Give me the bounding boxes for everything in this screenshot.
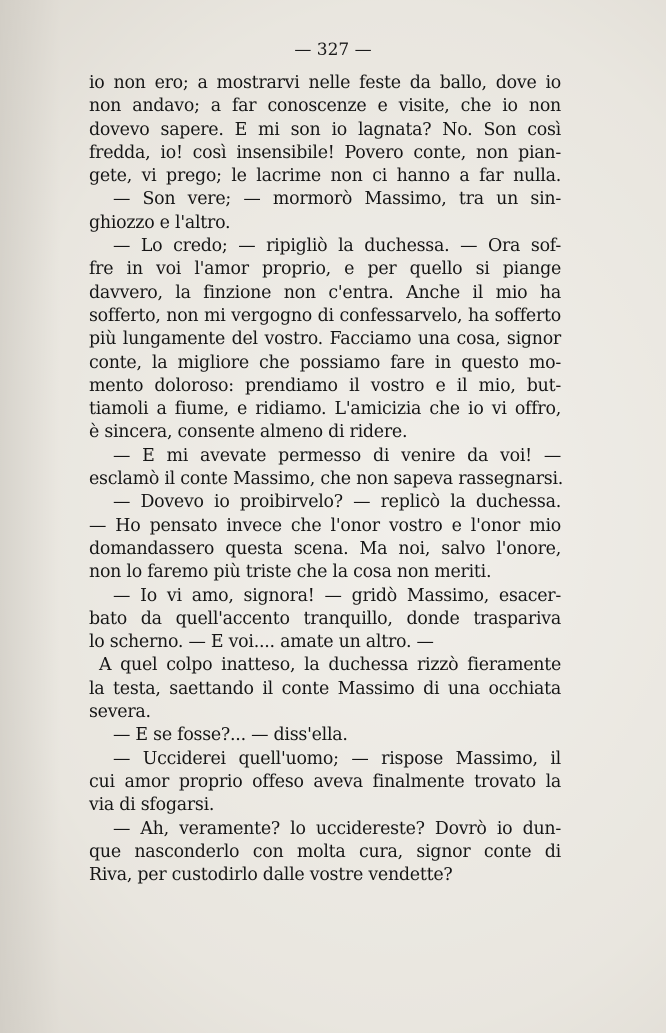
text-line: dovevo sapere. E mi son io lagnata? No. Son così [89,119,561,140]
text-line: lo scherno. — E voi.... amate un altro. — [89,632,434,653]
text-line: — Ucciderei quell'uomo; — rispose Massimo, il [113,748,561,769]
text-line: que nasconderlo con molta cura, signor conte di [89,841,561,862]
text-line: A quel colpo inatteso, la duchessa rizzò fieramente [99,655,561,676]
text-line: mento doloroso: prendiamo il vostro e il mio, but- [89,375,561,396]
text-line: fredda, io! così insensibile! Povero conte, non pian- [89,142,561,163]
text-line: tiamoli a fiume, e ridiamo. L'amicizia che io vi offro, [89,399,561,420]
text-line: — E se fosse?... — diss'ella. [113,725,348,746]
page-number: — 327 — [294,40,372,60]
text-line: Riva, per custodirlo dalle vostre vendette? [89,865,453,886]
text-line: gete, vi prego; le lacrime non ci hanno a far nulla. [89,166,561,187]
text-line: più lungamente del vostro. Facciamo una cosa, signor [89,329,561,350]
text-line: — Ah, veramente? lo uccidereste? Dovrò io dun- [113,818,561,839]
text-line: — Dovevo io proibirvelo? — replicò la duchessa. [113,492,561,513]
text-line: — Son vere; — mormorò Massimo, tra un sin- [113,189,561,210]
text-line: sofferto, non mi vergogno di confessarvelo, ha sofferto [89,305,561,326]
text-line: — Io vi amo, signora! — gridò Massimo, esacer- [113,585,561,606]
text-line: conte, la migliore che possiamo fare in questo mo- [89,352,561,373]
text-line: non andavo; a far conoscenze e visite, che io non [89,96,561,117]
text-line: — Lo credo; — ripigliò la duchessa. — Ora sof- [113,236,561,257]
body-text [89,72,564,887]
text-line: davvero, la finzione non c'entra. Anche il mio ha [89,282,561,303]
text-line: ghiozzo e l'altro. [89,212,231,233]
text-line: esclamò il conte Massimo, che non sapeva rassegnarsi. [89,469,564,490]
text-line: non lo faremo più triste che la cosa non meriti. [89,562,492,583]
text-line: fre in voi l'amor proprio, e per quello si piange [89,259,561,280]
page-gutter-shadow [0,0,60,1033]
text-line: severa. [89,702,151,723]
text-line: — Ho pensato invece che l'onor vostro e l'onor mio [89,515,561,536]
text-line: è sincera, consente almeno di ridere. [89,422,408,443]
text-line: domandassero questa scena. Ma noi, salvo l'onore, [89,538,561,559]
text-line: bato da quell'accento tranquillo, donde traspariva [89,608,561,629]
text-line: via di sfogarsi. [89,795,215,816]
text-line: cui amor proprio offeso aveva finalmente trovato la [89,771,561,792]
text-line: la testa, saettando il conte Massimo di una occhiata [89,678,561,699]
text-line: io non ero; a mostrarvi nelle feste da ballo, dove io [89,73,561,93]
text-line: — E mi avevate permesso di venire da voi! — [113,445,561,466]
